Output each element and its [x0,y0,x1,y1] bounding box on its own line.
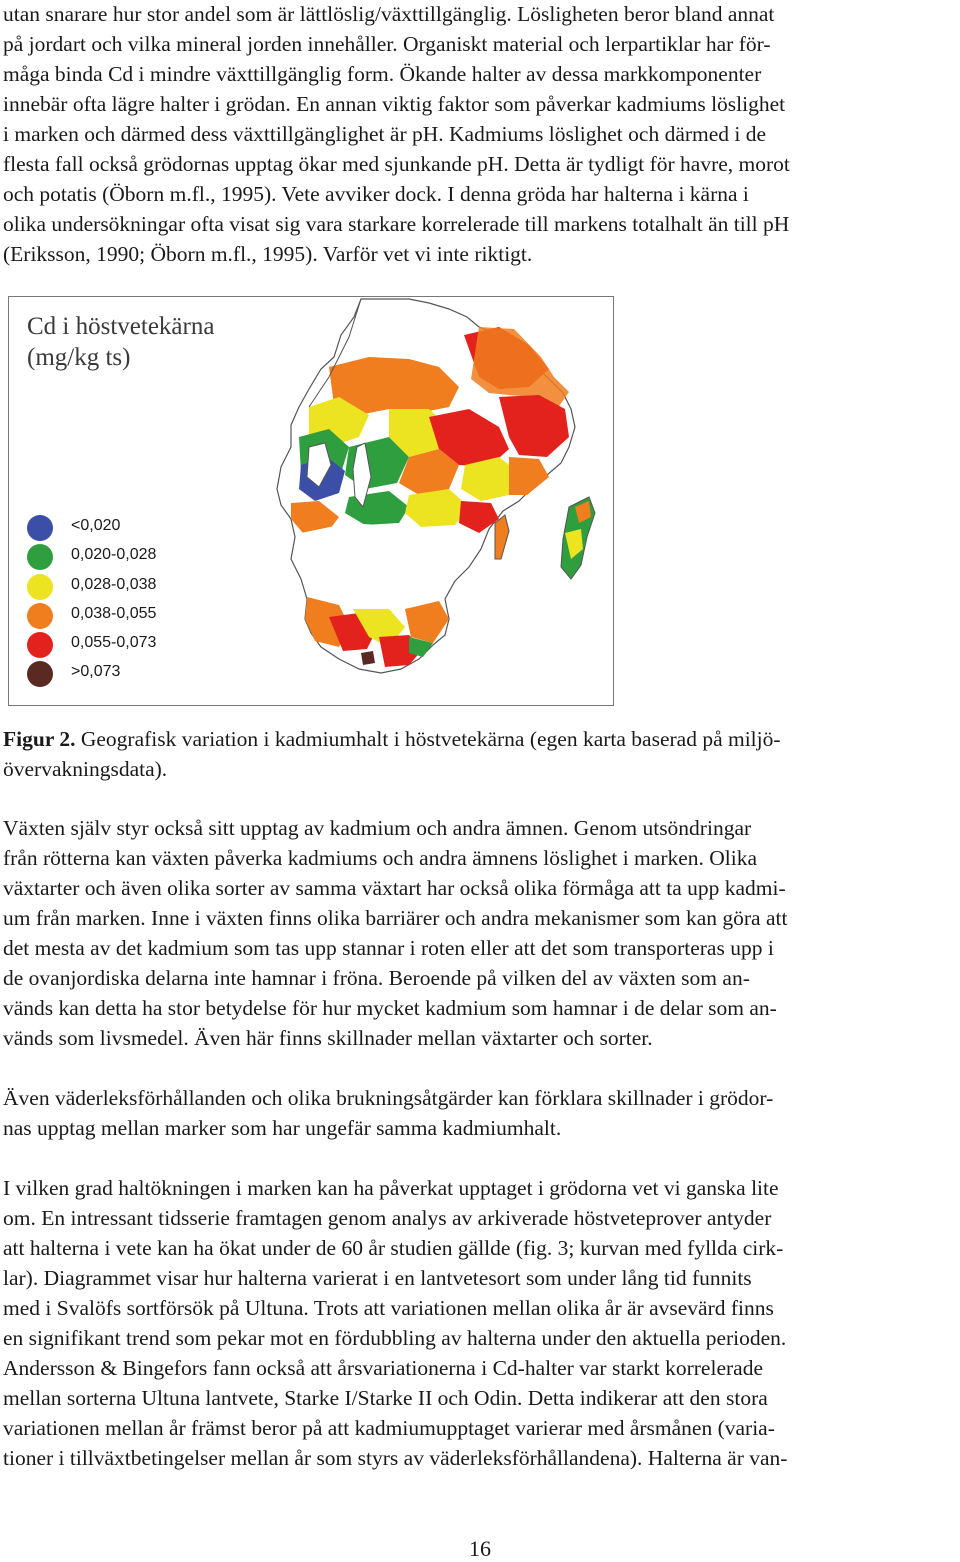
legend-swatch [27,515,53,541]
text-line: variationen mellan år främst beror på att kadmiumupptaget varierar med årsmånen (varia- [3,1416,775,1440]
paragraph-timeseries [3,1173,958,1473]
legend-label: <0,020 [71,517,121,534]
text-line: de ovanjordiska delarna inte hamnar i fröna. Beroende på vilken del av växten som an- [3,966,750,990]
text-line: att halterna i vete kan ha ökat under de 60 år studien gällde (fig. 3; kurvan med fyllda cirk- [3,1236,784,1260]
text-line: en signifikant trend som pekar mot en fördubbling av halterna under den aktuella perioden. [3,1326,787,1350]
text-line: I vilken grad haltökningen i marken kan ha påverkat upptaget i grödorna vet vi ganska lite [3,1176,779,1200]
text-line: växtarter och även olika sorter av samma växtart har också olika förmåga att ta upp kadmi- [3,876,786,900]
figure-map [8,296,614,706]
caption-text: Geografisk variation i kadmiumhalt i höstvetekärna (egen karta baserad på miljö- [75,727,781,751]
caption-line [3,724,958,754]
map-title [27,311,214,373]
text-line: Växten själv styr också sitt upptag av kadmium och andra ämnen. Genom utsöndringar [3,816,752,840]
text-line: vänds kan detta ha stor betydelse för hur mycket kadmium som hamnar i de delar som an- [3,996,777,1020]
map-title-line: Cd i höstvetekärna [27,313,215,340]
text-line: mellan sorterna Ultuna lantvete, Starke I/Starke II och Odin. Detta indikerar att den stora [3,1386,768,1410]
legend-label: >0,073 [71,663,121,680]
text-line: måga binda Cd i mindre växttillgänglig form. Ökande halter av dessa markkomponenter [3,62,762,86]
legend-label: 0,028-0,038 [71,576,157,593]
text-line: om. En intressant tidsserie framtagen genom analys av arkiverade höstveteprover antyder [3,1206,772,1230]
text-line: (Eriksson, 1990; Öborn m.fl., 1995). Varför vet vi inte riktigt. [3,242,533,266]
legend-swatch [27,632,53,658]
caption-line: övervakningsdata). [3,757,168,781]
text-line: Även väderleksförhållanden och olika brukningsåtgärder kan förklara skillnader i grödor- [3,1086,774,1110]
text-line: från rötterna kan växten påverka kadmiums och andra ämnens löslighet i marken. Olika [3,846,758,870]
text-line: flesta fall också grödornas upptag ökar med sjunkande pH. Detta är tydligt för havre, morot [3,152,790,176]
text-line: det mesta av det kadmium som tas upp stannar i roten eller att det som transporteras upp i [3,936,774,960]
island-oland [495,515,509,559]
legend-swatch [27,603,53,629]
paragraph-intro [3,0,958,269]
text-line: och potatis (Öborn m.fl., 1995). Vete avviker dock. I denna gröda har halterna i kärna i [3,182,749,206]
text-line: på jordart och vilka mineral jorden innehåller. Organiskt material och lerpartiklar har för- [3,32,771,56]
figure-caption [3,724,958,784]
caption-label: Figur 2. [3,727,76,751]
paragraph-weather [3,1083,958,1143]
map-title-line: (mg/kg ts) [27,344,131,371]
text-line: nas upptag mellan marker som har ungefär samma kadmiumhalt. [3,1116,562,1140]
text-line: vänds som livsmedel. Även här finns skillnader mellan växtarter och sorter. [3,1026,653,1050]
text-line: i marken och därmed dess växttillgänglighet är pH. Kadmiums löslighet och därmed i de [3,122,767,146]
text-line: med i Svalöfs sortförsök på Ultuna. Trots att variationen mellan olika år är avsevärd finns [3,1296,774,1320]
legend-swatch [27,544,53,570]
text-line: um från marken. Inne i växten finns olika barriärer och andra mekanismer som kan göra att [3,906,788,930]
legend-label: 0,020-0,028 [71,546,157,563]
legend-label: 0,055-0,073 [71,634,157,651]
text-line: tioner i tillväxtbetingelser mellan år som styrs av väderleksförhållandena). Halterna är van- [3,1446,788,1470]
legend-label: 0,038-0,055 [71,605,157,622]
text-line: olika undersökningar ofta visat sig vara starkare korrelerade till markens totalhalt än till pH [3,212,790,236]
text-line: utan snarare hur stor andel som är lättlöslig/växttillgänglig. Lösligheten beror bland annat [3,2,775,26]
legend-swatch [27,574,53,600]
text-line: lar). Diagrammet visar hur halterna varierat i en lantvetesort som under lång tid funnits [3,1266,752,1290]
paragraph-plant [3,813,958,1053]
text-line: innebär ofta lägre halter i grödan. En annan viktig faktor som påverkar kadmiums löslighet [3,92,786,116]
legend-swatch [27,661,53,687]
page-number: 16 [469,1536,491,1561]
text-line: Andersson & Bingefors fann också att årsvariationerna i Cd-halter var starkt korrelerade [3,1356,763,1380]
